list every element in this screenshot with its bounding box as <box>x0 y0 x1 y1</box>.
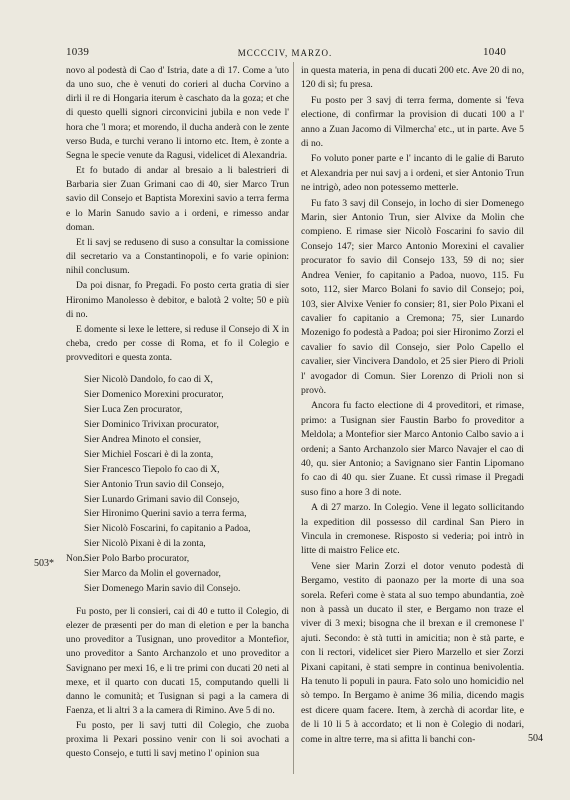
margin-note-left: 503* <box>34 558 54 569</box>
paragraph: Da poi disnar, fo Pregadi. Fo posto certa gratia di sier Hironimo Manolesso è debitor, e balotà 2 volte; 50 e più di no. <box>66 280 289 320</box>
right-column <box>301 64 524 748</box>
paragraph: Fo voluto poner parte e l' incanto di le galie di Baruto et Alexandria per nui savj a i ordeni, et sier Antonio Trun ne intrigò, adeo non potessemo metterle. <box>301 153 524 194</box>
paragraph: Vene sier Marin Zorzi el dotor venuto podestà di Bergamo, vestito di paonazo per la morte di una soa sorela. Referì come è stata al suo tempo abundantia, zoè non à passà un ducato il ster, e Bergamo non traze el viver di 3 mexi; bisogna che il brexan e il cremonese l' ajuti. Secondo: è stà tutti in amicitia; non è stà parte, e con li rectori, videlicet sier Piero Marzello et sier Zorzi Pixani capitani, è stati sempre in continua benivolentia. Ha tenuto li populi in paura. Fato solo uno homicidio nel sò tempo. In Bergamo è anime 36 milia, dicendo magis est dicere quam facere. Item, à zerchà di acordar lite, e de li 10 li 5 à accordato; et li non è Colegio di nodari, come in altre terre, ma si afitta li banchi con- <box>301 560 524 745</box>
list-item: Sier Luca Zen procurator, <box>84 404 183 416</box>
left-column <box>66 64 289 763</box>
list-item: Sier Nicolò Foscarini, fo capitanio a Padoa, <box>84 523 251 535</box>
column-divider <box>293 62 294 774</box>
list-item: Sier Nicolò Dandolo, fo cao di X, <box>84 374 213 386</box>
paragraph: Ancora fu facto electione di 4 proveditori, et rimase, primo: a Tusignan sier Faustin Barbo fo proveditor a Meldola; a Montefior sier Marco Antonio Calbo savio a i ordeni; a Santo Archanzolo sier Marco Navajer el cao di 40, qu. sier Antonio; a Savignano sier Fantin Lipomano fo cao di 40 qu. sier Zuane. Et cussì rimase il Pregadi suso fino a hore 3 di note. <box>301 400 524 498</box>
page-number-right: 1040 <box>483 46 507 58</box>
paragraph: in questa materia, in pena di ducati 200 etc. Ave 20 di no, 120 di sì; fu presa. <box>301 65 524 91</box>
paragraph: Et li savj se reduseno di suso a consultar la comissione dil secretario va a Constantinopoli, e fo varie opinion: nihil conclusum. <box>66 236 289 277</box>
page-number-left: 1039 <box>66 46 90 58</box>
running-header: MCCCCIV, MARZO. <box>237 48 333 58</box>
list-item: Sier Lunardo Grimani savio dil Consejo, <box>84 493 240 505</box>
paragraph: Fu posto, per li savj tutti dil Colegio, che zuoba proxima li Pexari possino venir con li soi avochati a questo Consejo, e tutti li savj metino l' opinion sua <box>66 720 289 760</box>
list-item: Sier Michiel Foscari è di la zonta, <box>84 448 214 460</box>
list-item: Sier Andrea Minoto el consier, <box>84 433 202 445</box>
paragraph: Et fo butado di andar al bresaio a li balestrieri di Barbaria sier Zuan Grimani cao di 40, sier Marco Trun savio dil Consejo et Baptista Morexini savio a terra ferma e lo Marin Sanudo savio a i ordeni, e rimesso andar doman. <box>66 165 289 233</box>
paragraph: Fu fato 3 savj dil Consejo, in locho di sier Domenego Marin, sier Antonio Trun, sier Alvixe da Molin che compieno. E rimase sier Nicolò Foscarini fo savio dil Consejo 147; sier Marco Antonio Morexini el cavalier procurator fo savio dil Consejo 133, 59 di no; sier Andrea Venier, fo capitanio a Padoa, nuovo, 115. Fu soto, 112, sier Marco Bolani fo savio dil Consejo; poi, 103, sier Alvixe Venier fo consier; 81, sier Polo Pixani el cavalier fo capitanio a Cremona; 75, sier Lunardo Mozenigo fo podestà a Padoa; poi sier Hironimo Zorzi el cavalier fo savio dil Consejo, sier Polo Capello el cavalier, sier Vincivera Dandolo, et 25 sier Piero di Prioli l' avogador di Comun. Sier Lorenzo di Prioli non si provò. <box>301 197 524 396</box>
list-prefix: Non. <box>66 553 85 565</box>
list-item: Sier Francesco Tiepolo fo cao di X, <box>84 463 220 475</box>
paragraph: novo al podestà di Cao d' Istria, date a dì 17. Come a 'uto da uno suo, che è venuti do corieri al ducha Corvino a dirli il re di Hongaria iterum è caschato da la goza; et che di questo quelli signori circonvicini jubila e non vede l' hora che 'l mora; et morendo, il ducha anderà con le zente verso Buda, e turchi verano li intorno etc. Item, è zonte a Segna le specie venute da Ragusi, videlicet di Alexandria. <box>66 65 289 161</box>
list-item: Sier Antonio Trun savio dil Consejo, <box>84 478 225 490</box>
list-item: Sier Marco da Molin el governador, <box>84 568 221 580</box>
paragraph: E domente si lexe le lettere, si reduse il Consejo di X in cheba, credo per cosse di Roma, et fo il Colegio e provveditori e questa zonta. <box>66 323 289 364</box>
list-item: Non.Sier Polo Barbo procurator, <box>66 552 289 567</box>
margin-note-right: 504 <box>528 733 543 744</box>
list-item: Sier Domenico Morexini procurator, <box>84 389 224 401</box>
paragraph: Fu posto, per li consieri, cai di 40 e tutto il Colegio, di elezer de præsenti per do man di eletion e per la bancha uno proveditor a Tusignan, uno proveditor a Montefior, uno proveditor a Santo Archanzolo et uno proveditor a Savignano per mexi 16, e li tre primi con ducati 20 neti al mexe, et il quarto con ducati 15, computando quelli li danno le comunità; et Tusignan si pagi a la camera di Faenza, et li altri 3 a la camera di Rimino. Ave 5 di no. <box>66 605 289 716</box>
list-item: Sier Dominico Trivixan procurator, <box>84 419 219 430</box>
list-item: Sier Hironimo Querini savio a terra ferma, <box>84 508 247 520</box>
paragraph: Fu posto per 3 savj di terra ferma, domente si 'feva electione, di confirmar la provision di ducati 100 a l' anno a Zuan Jacomo di Vilmercha' etc., ut in parte. Ave 5 di no. <box>301 94 524 150</box>
list-item: Sier Nicolò Pixani è di la zonta, <box>84 538 206 550</box>
list-item: Sier Domenego Marin savio dil Consejo. <box>84 582 241 594</box>
zonta-list <box>66 373 289 597</box>
paragraph: A dì 27 marzo. In Colegio. Vene il legato sollicitando la expedition dil possesso dil cardinal San Piero in Vincula in cremonese. Risposto si vederia; poi intrò in litte di maistro Felice etc. <box>301 502 524 557</box>
